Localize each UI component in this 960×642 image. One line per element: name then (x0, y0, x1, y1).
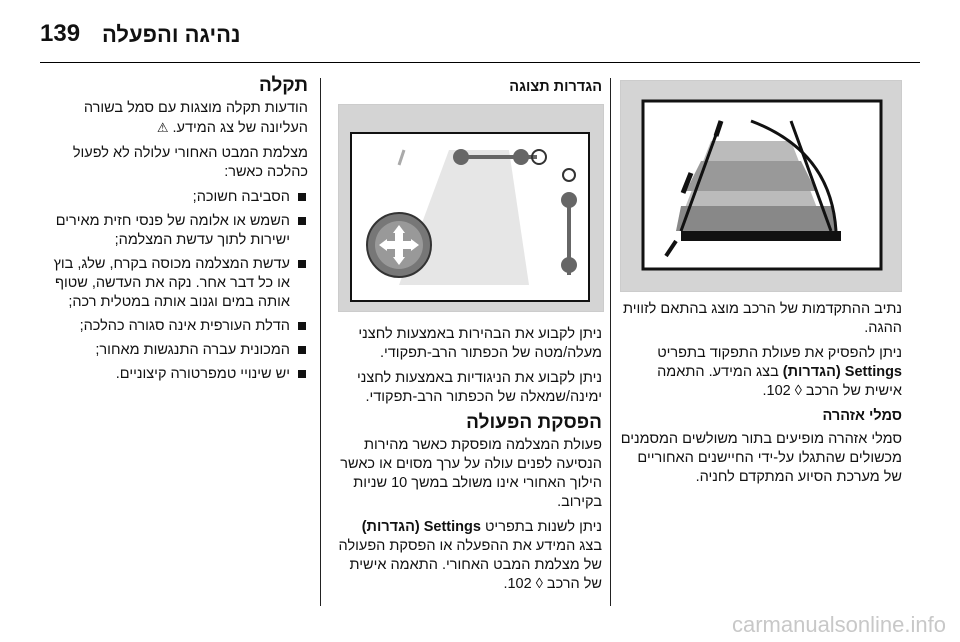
contrast-paragraph: ניתן לקבוע את הניגודיות באמצעות לחצני ימינה/שמאלה של הכפתור הרב-תפקודי. (356, 370, 602, 405)
settings-image (339, 105, 603, 311)
fault-heading: תקלה (258, 75, 308, 96)
display-settings-figure (338, 104, 604, 312)
watermark: carmanualsonline.info (731, 612, 946, 637)
middle-column (338, 78, 602, 107)
warning-triangle-icon: ⚠ (156, 120, 169, 135)
list-item: השמש או אלומה של פנסי חזית מאירים ישירות לתוך עדשת המצלמה; (40, 212, 308, 250)
page-number: 139 (40, 20, 81, 47)
header-divider (40, 62, 920, 63)
settings-paragraph: ניתן להפסיק את פעולת התפקוד בתפריט Settings (הגדרות) בצג המידע. התאמה אישית של הרכב ◊ 102. (657, 345, 902, 399)
deactivation-settings-paragraph: ניתן לשנות בתפריט Settings (הגדרות) בצג המידע את ההפעלה או הפסקת הפעולה של מצלמת המבט האחורי. התאמה אישית של הרכב ◊ 102. (338, 519, 602, 592)
list-item: יש שינויי טמפרטורה קיצוניים. (40, 365, 308, 384)
column-separator-1 (610, 78, 611, 606)
list-item: המכונית עברה התנגשות מאחור; (40, 341, 308, 360)
fault-paragraph: הודעות תקלה מוצגות עם סמל בשורה העליונה של צג המידע. ⚠ (83, 100, 308, 136)
column-separator-2 (320, 78, 321, 606)
steering-paragraph: נתיב ההתקדמות של הרכב מוצג בהתאם לזווית ההגה. (622, 301, 902, 336)
page-title: נהיגה והפעלה (102, 22, 241, 47)
left-column (620, 300, 902, 493)
display-settings-heading: הגדרות תצוגה (509, 79, 602, 95)
conditions-list (40, 188, 308, 384)
guidelines-image (621, 81, 901, 291)
middle-column-body (338, 325, 602, 600)
warning-symbols-heading: סמלי אזהרה (822, 408, 902, 424)
page-header (40, 18, 920, 58)
list-item: הסביבה חשוכה; (40, 188, 308, 207)
right-column (40, 76, 308, 389)
camera-conditions-paragraph: מצלמת המבט האחורי עלולה לא לפעול כהלכה כאשר: (72, 145, 308, 180)
list-item: עדשת המצלמה מכוסה בקרח, שלג, בוץ או כל דבר אחר. נקה את העדשה, שטוף אותה במים וגנוב אותה במטלית רכה; (40, 255, 308, 312)
warning-symbols-paragraph: סמלי אזהרה מופיעים בתור משולשים המסמנים מכשולים שהתגלו על-ידי החיישנים האחוריים של מערכת הסיוע המתקדם לחניה. (620, 431, 902, 485)
camera-guidelines-figure (620, 80, 902, 292)
list-item: הדלת העורפית אינה סגורה כהלכה; (40, 317, 308, 336)
deactivation-paragraph: פעולת המצלמה מופסקת כאשר מהירות הנסיעה לפנים עולה על ערך מסוים או כאשר הילוך האחורי אינו משולב במשך 10 שניות בקירוב. (340, 437, 602, 510)
deactivation-heading: הפסקת הפעולה (466, 412, 602, 433)
brightness-paragraph: ניתן לקבוע את הבהירות באמצעות לחצני מעלה/מטה של הכפתור הרב-תפקודי. (358, 326, 602, 361)
